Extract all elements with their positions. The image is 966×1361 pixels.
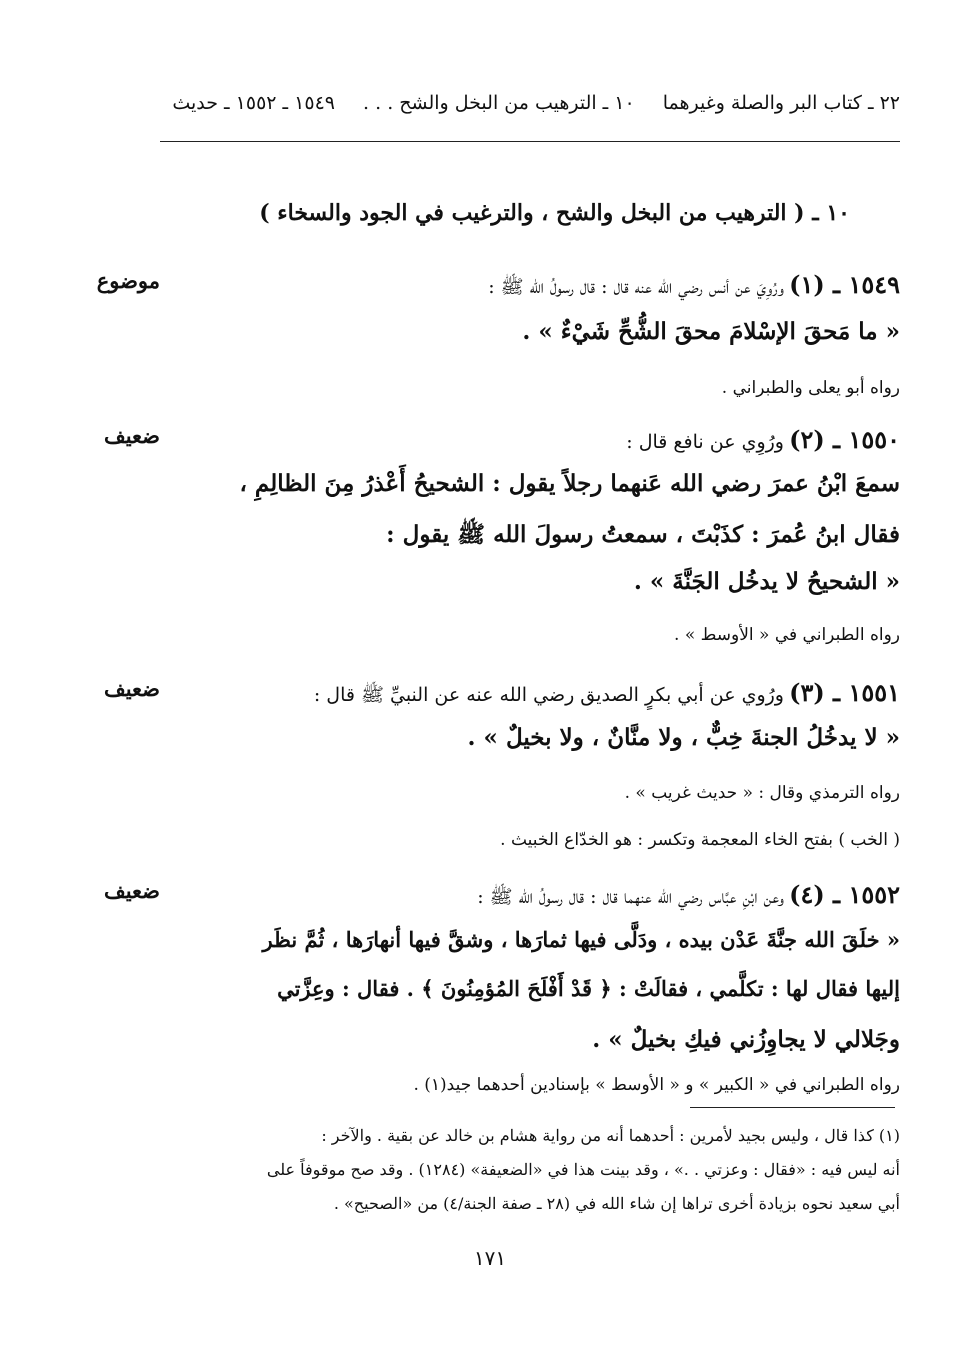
hadith-1550-grade: ضعيف [103,423,160,448]
hadith-intro: ورُوي عن أبي بكرٍ الصديق رضي الله عنه عن النبيِّ ﷺ قال : [313,684,784,706]
hadith-1550-source: رواه الطبراني في « الأوسط » . [674,625,900,645]
hadith-number: ١٥٤٩ ـ (١) [789,270,900,299]
running-head-range: ١٥٤٩ ـ ١٥٥٢ ـ حديث [172,92,335,114]
hadith-1549-matn: « ما مَحقَ الإسْلامَ محقَ الشُّحِّ شَيْءٌ » . [522,318,900,345]
hadith-1552-source: رواه الطبراني في « الكبير » و « الأوسط » بإسنادين أحدهما جيد(١) . [413,1075,900,1095]
hadith-intro: وعن ابْنِ عبَّاس رضي الله عنهما قال : قال رسولُ الله ﷺ : [477,886,784,908]
hadith-intro: ورُوِي عن نافع قال : [626,431,784,453]
hadith-1549-header [110,270,900,303]
hadith-1550-matn-line-1: سمعَ ابْنُ عمرَ رضي الله عَنهما رجلاً يقول : الشحيحُ أَعْذرُ مِنَ الظالِمِ ، [239,470,900,497]
footnote-line-2: أنه ليس فيه : «فقال : وعزتي . .» ، وقد بينت هذا في «الضعيفة» (١٢٨٤) . وقد صح موقوفاً على [266,1160,900,1179]
hadith-1551-matn: « لا يدخُلُ الجنةَ خِبٌّ ، ولا منَّانٌ ، ولا بخيلٌ » . [467,724,900,751]
hadith-1551-grade: ضعيف [103,676,160,701]
running-head [170,92,900,114]
hadith-1552-header [110,880,900,913]
hadith-1552-matn-line-3: وجَلالي لا يجاوِزُني فيكِ بخيلٌ » . [592,1026,900,1053]
footnote-line-1: (١) كذا قال ، وليس بجيد لأمرين : أحدهما أنه من رواية هشام بن خالد عن بقية . والآخر : [321,1126,900,1145]
hadith-1549-grade: موضوع [96,268,160,293]
chapter-title: ١٠ ـ ( الترهيب من البخل والشح ، والترغيب في الجود والسخاء ) [259,200,850,226]
hadith-1551-header [110,678,900,711]
hadith-1550-matn-line-3: « الشحيحُ لا يدخُل الجَنَّةَ » . [633,568,900,595]
hadith-1552-grade: ضعيف [103,878,160,903]
hadith-number: ١٥٥٢ ـ (٤) [789,880,900,909]
hadith-1551-source: رواه الترمذي وقال : « حديث غريب » . [624,783,900,803]
footnote-divider [690,1107,895,1108]
hadith-1552-matn-line-1: « خلَقَ الله جنَّةَ عَدْن بيده ، ودَلَّى فيها ثمارَها ، وشقَّ فيها أنهارَها ، ثُمَّ نظَر [262,927,900,952]
hadith-number: ١٥٥١ ـ (٣) [789,678,900,707]
running-head-chapter: ١٠ ـ الترهيب من البخل والشح . . . [363,92,635,114]
hadith-1549-source: رواه أبو يعلى والطبراني . [721,378,900,398]
hadith-1552-matn-line-2: إليها فقال لها : تكلَّمي ، فقالَتْ : ﴿ قَدْ أَفْلَحَ المُؤمِنُونَ ﴾ . فقال : وعِزَّتي [277,976,900,1001]
header-divider [160,141,900,142]
hadith-1550-header [110,425,900,454]
hadith-1550-matn-line-2: فقال ابنُ عُمرَ : كذَبْتَ ، سمعتُ رسولَ الله ﷺ يقول : [386,521,900,548]
hadith-1551-gloss: ( الخب ) بفتح الخاء المعجمة وتكسر : هو الخدّاع الخبيث . [500,830,900,850]
running-head-book: ٢٢ ـ كتاب البر والصلة وغيرهما [662,92,900,114]
hadith-intro: ورُوِيَ عن أنس رضي الله عنه قال : قال رسولُ الله ﷺ : [488,276,784,298]
hadith-number: ١٥٥٠ ـ (٢) [789,425,900,454]
page-number: ١٧١ [473,1246,507,1270]
footnote-line-3: أبي سعيد نحوه بزيادة أخرى تراها إن شاء الله في (٢٨ ـ صفة الجنة/٤) من «الصحيح» . [333,1194,900,1213]
